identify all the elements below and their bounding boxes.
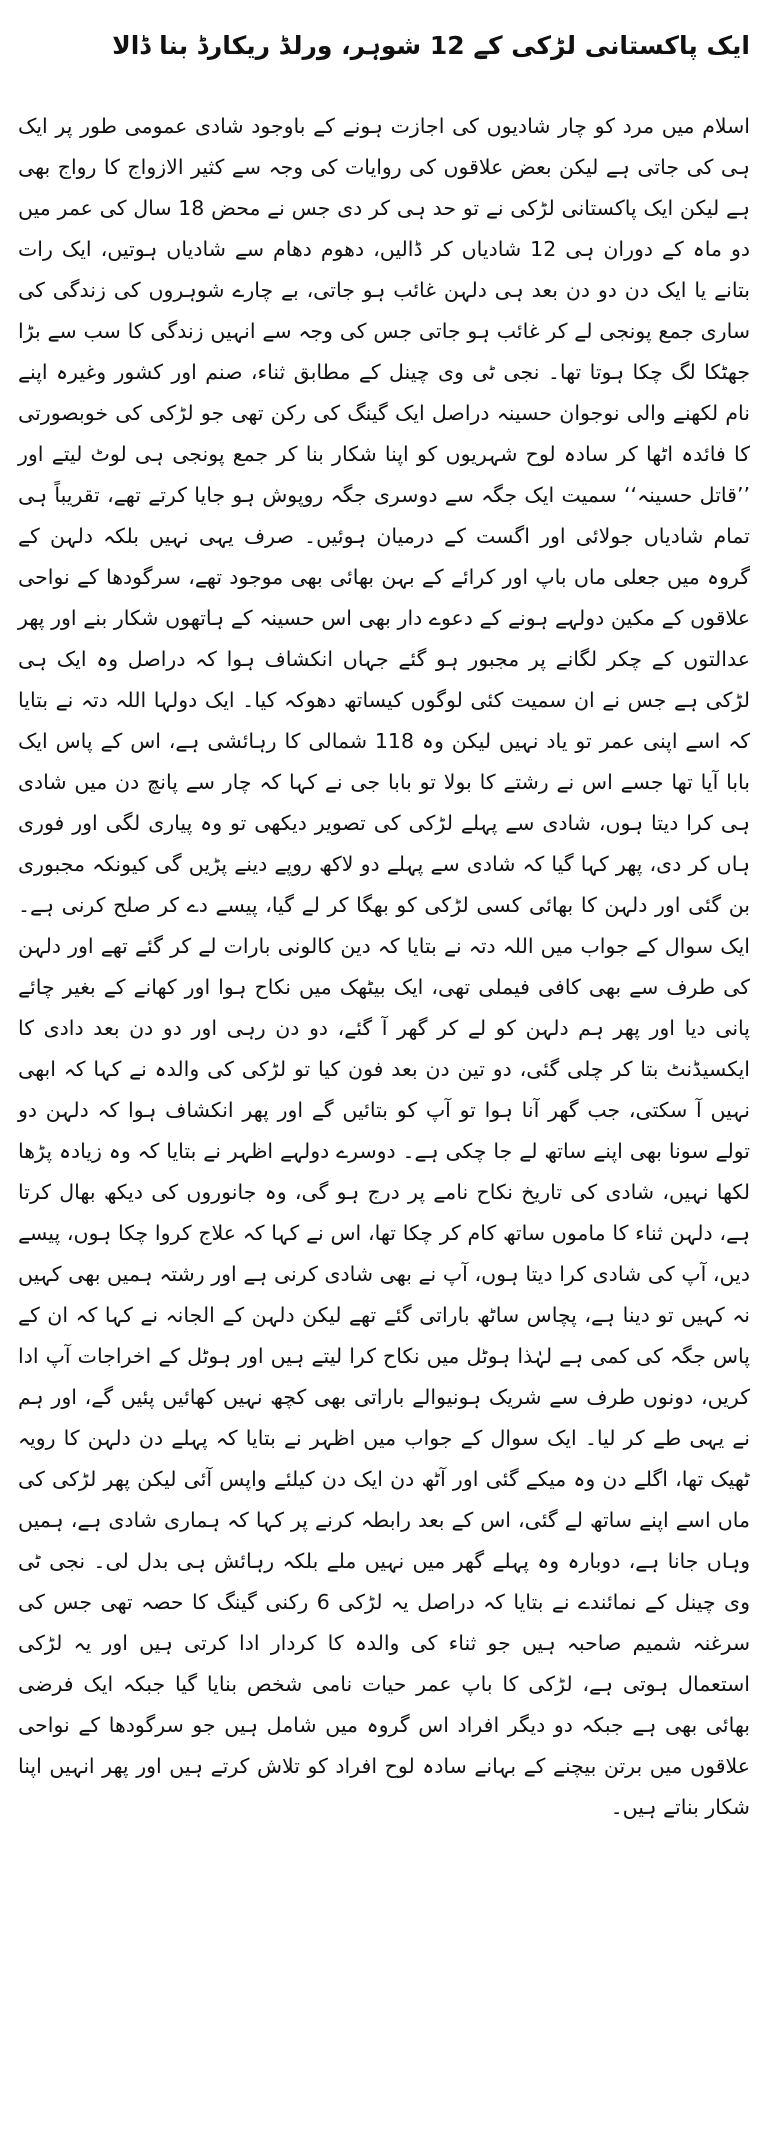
article-body: اسلام میں مرد کو چار شادیوں کی اجازت ہونے کے باوجود شادی عمومی طور پر ایک ہی کی جاتی ہے لیکن بعض علاقوں کی روایات کی وجہ سے کثیر الازواج کا رواج بھی ہے لیکن ایک پاکستانی لڑکی نے تو حد ہی کر دی جس نے محض 18 سال کی عمر میں دو ماہ کے دوران ہی 12 شادیاں کر ڈالیں، دھوم دھام سے شادیاں ہوتیں، ایک رات بتانے یا ایک دن دو دن بعد ہی دلہن غائب ہو جاتی، بے چارے شوہروں کی زندگی کی ساری جمع پونجی لے کر غائب ہو جاتی جس کی وجہ سے انہیں زندگی کا سب سے بڑا جھٹکا لگ چکا ہوتا تھا۔ نجی ٹی وی چینل کے مطابق ثناء، صنم اور کشور وغیرہ اپنے نام لکھنے والی نوجوان حسینہ دراصل ایک گینگ کی رکن تھی جو لڑکی کی خوبصورتی کا فائدہ اٹھا کر سادہ لوح شہریوں کو اپنا شکار بنا کر جمع پونجی ہی لوٹ لیتے اور ’’قاتل حسینہ‘‘ سمیت ایک جگہ سے دوسری جگہ روپوش ہو جایا کرتے تھے، تقریباً ہی تمام شادیاں جولائی اور اگست کے درمیان ہوئیں۔ صرف یہی نہیں بلکہ دلہن کے گروہ میں جعلی ماں باپ اور کرائے کے بہن بھائی بھی موجود تھے، سرگودھا کے نواحی علاقوں کے مکین دولہے ہونے کے دعوے دار بھی اس حسینہ کے ہاتھوں شکار بنے اور پھر عدالتوں کے چکر لگانے پر مجبور ہو گئے جہاں انکشاف ہوا کہ دراصل وہ ایک ہی لڑکی ہے جس نے ان سمیت کئی لوگوں کیساتھ دھوکہ کیا۔ ایک دولہا اللہ دتہ نے بتایا کہ اسے اپنی عمر تو یاد نہیں لیکن وہ 118 شمالی کا رہائشی ہے، اس کے پاس ایک بابا آیا تھا جسے اس نے رشتے کا بولا تو بابا جی نے کہا کہ چار سے پانچ دن میں شادی ہی کرا دیتا ہوں، شادی سے پہلے لڑکی کی تصویر دیکھی تو وہ پیاری لگی اور فوری ہاں کر دی، پھر کہا گیا کہ شادی سے پہلے دو لاکھ روپے دینے پڑیں گی کیونکہ مجبوری بن گئی اور دلہن کا بھائی کسی لڑکی کو بھگا کر لے گیا، پیسے دے کر صلح کرنی ہے۔ ایک سوال کے جواب میں اللہ دتہ نے بتایا کہ دین کالونی بارات لے کر گئے تھے اور دلہن کی طرف سے بھی کافی فیملی تھی، ایک بیٹھک میں نکاح ہوا اور کھانے کے بغیر چائے پانی دیا اور پھر ہم دلہن کو لے کر گھر آ گئے، دو دن رہی اور دو دن بعد دادی کا ایکسیڈنٹ بتا کر چلی گئی، دو تین دن بعد فون کیا تو لڑکی کی والدہ نے کہا کہ ابھی نہیں آ سکتی، جب گھر آنا ہوا تو آپ کو بتائیں گے اور پھر انکشاف ہوا کہ دلہن دو تولے سونا بھی اپنے ساتھ لے جا چکی ہے۔ دوسرے دولہے اظہر نے بتایا کہ وہ زیادہ پڑھا لکھا نہیں، شادی کی تاریخ نکاح نامے پر درج ہو گی، وہ جانوروں کی دیکھ بھال کرتا ہے، دلہن ثناء کا ماموں ساتھ کام کر چکا تھا، اس نے کہا کہ علاج کروا چکا ہوں، پیسے دیں، آپ کی شادی کرا دیتا ہوں، آپ نے بھی شادی کرنی ہے اور رشتہ ہمیں بھی کہیں نہ کہیں تو دینا ہے، پچاس ساٹھ باراتی گئے تھے لیکن دلہن کے الجانہ نے کہا کہ ان کے پاس جگہ کی کمی ہے لہٰذا ہوٹل میں نکاح کرا لیتے ہیں اور ہوٹل کے اخراجات آپ ادا کریں، دونوں طرف سے شریک ہونیوالے باراتی بھی کچھ نہیں کھائیں پئیں گے، اور ہم نے یہی طے کر لیا۔ ایک سوال کے جواب میں اظہر نے بتایا کہ پہلے دن دلہن کا رویہ ٹھیک تھا، اگلے دن وہ میکے گئی اور آٹھ دن ایک دن کیلئے واپس آئی لیکن پھر لڑکی کی ماں اسے اپنے ساتھ لے گئی، اس کے بعد رابطہ کرنے پر کہا کہ ہماری شادی ہے، ہمیں وہاں جانا ہے، دوبارہ وہ پہلے گھر میں نہیں ملے بلکہ رہائش ہی بدل لی۔ نجی ٹی وی چینل کے نمائندے نے بتایا کہ دراصل یہ لڑکی 6 رکنی گینگ کا حصہ تھی جس کی سرغنہ شمیم صاحبہ ہیں جو ثناء کی والدہ کا کردار ادا کرتی ہیں اور یہ لڑکی استعمال ہوتی ہے، لڑکی کا باپ عمر حیات نامی شخص بنایا گیا جبکہ ایک فرضی بھائی بھی ہے جبکہ دو دیگر افراد اس گروہ میں شامل ہیں جو سرگودھا کے نواحی علاقوں میں برتن بیچنے کے بہانے سادہ لوح افراد کو تلاش کرتے ہیں اور پھر انہیں اپنا شکار بناتے ہیں۔ [18, 114, 750, 1819]
article-title: ایک پاکستانی لڑکی کے 12 شوہر، ورلڈ ریکارڈ بنا ڈالا [112, 31, 750, 60]
